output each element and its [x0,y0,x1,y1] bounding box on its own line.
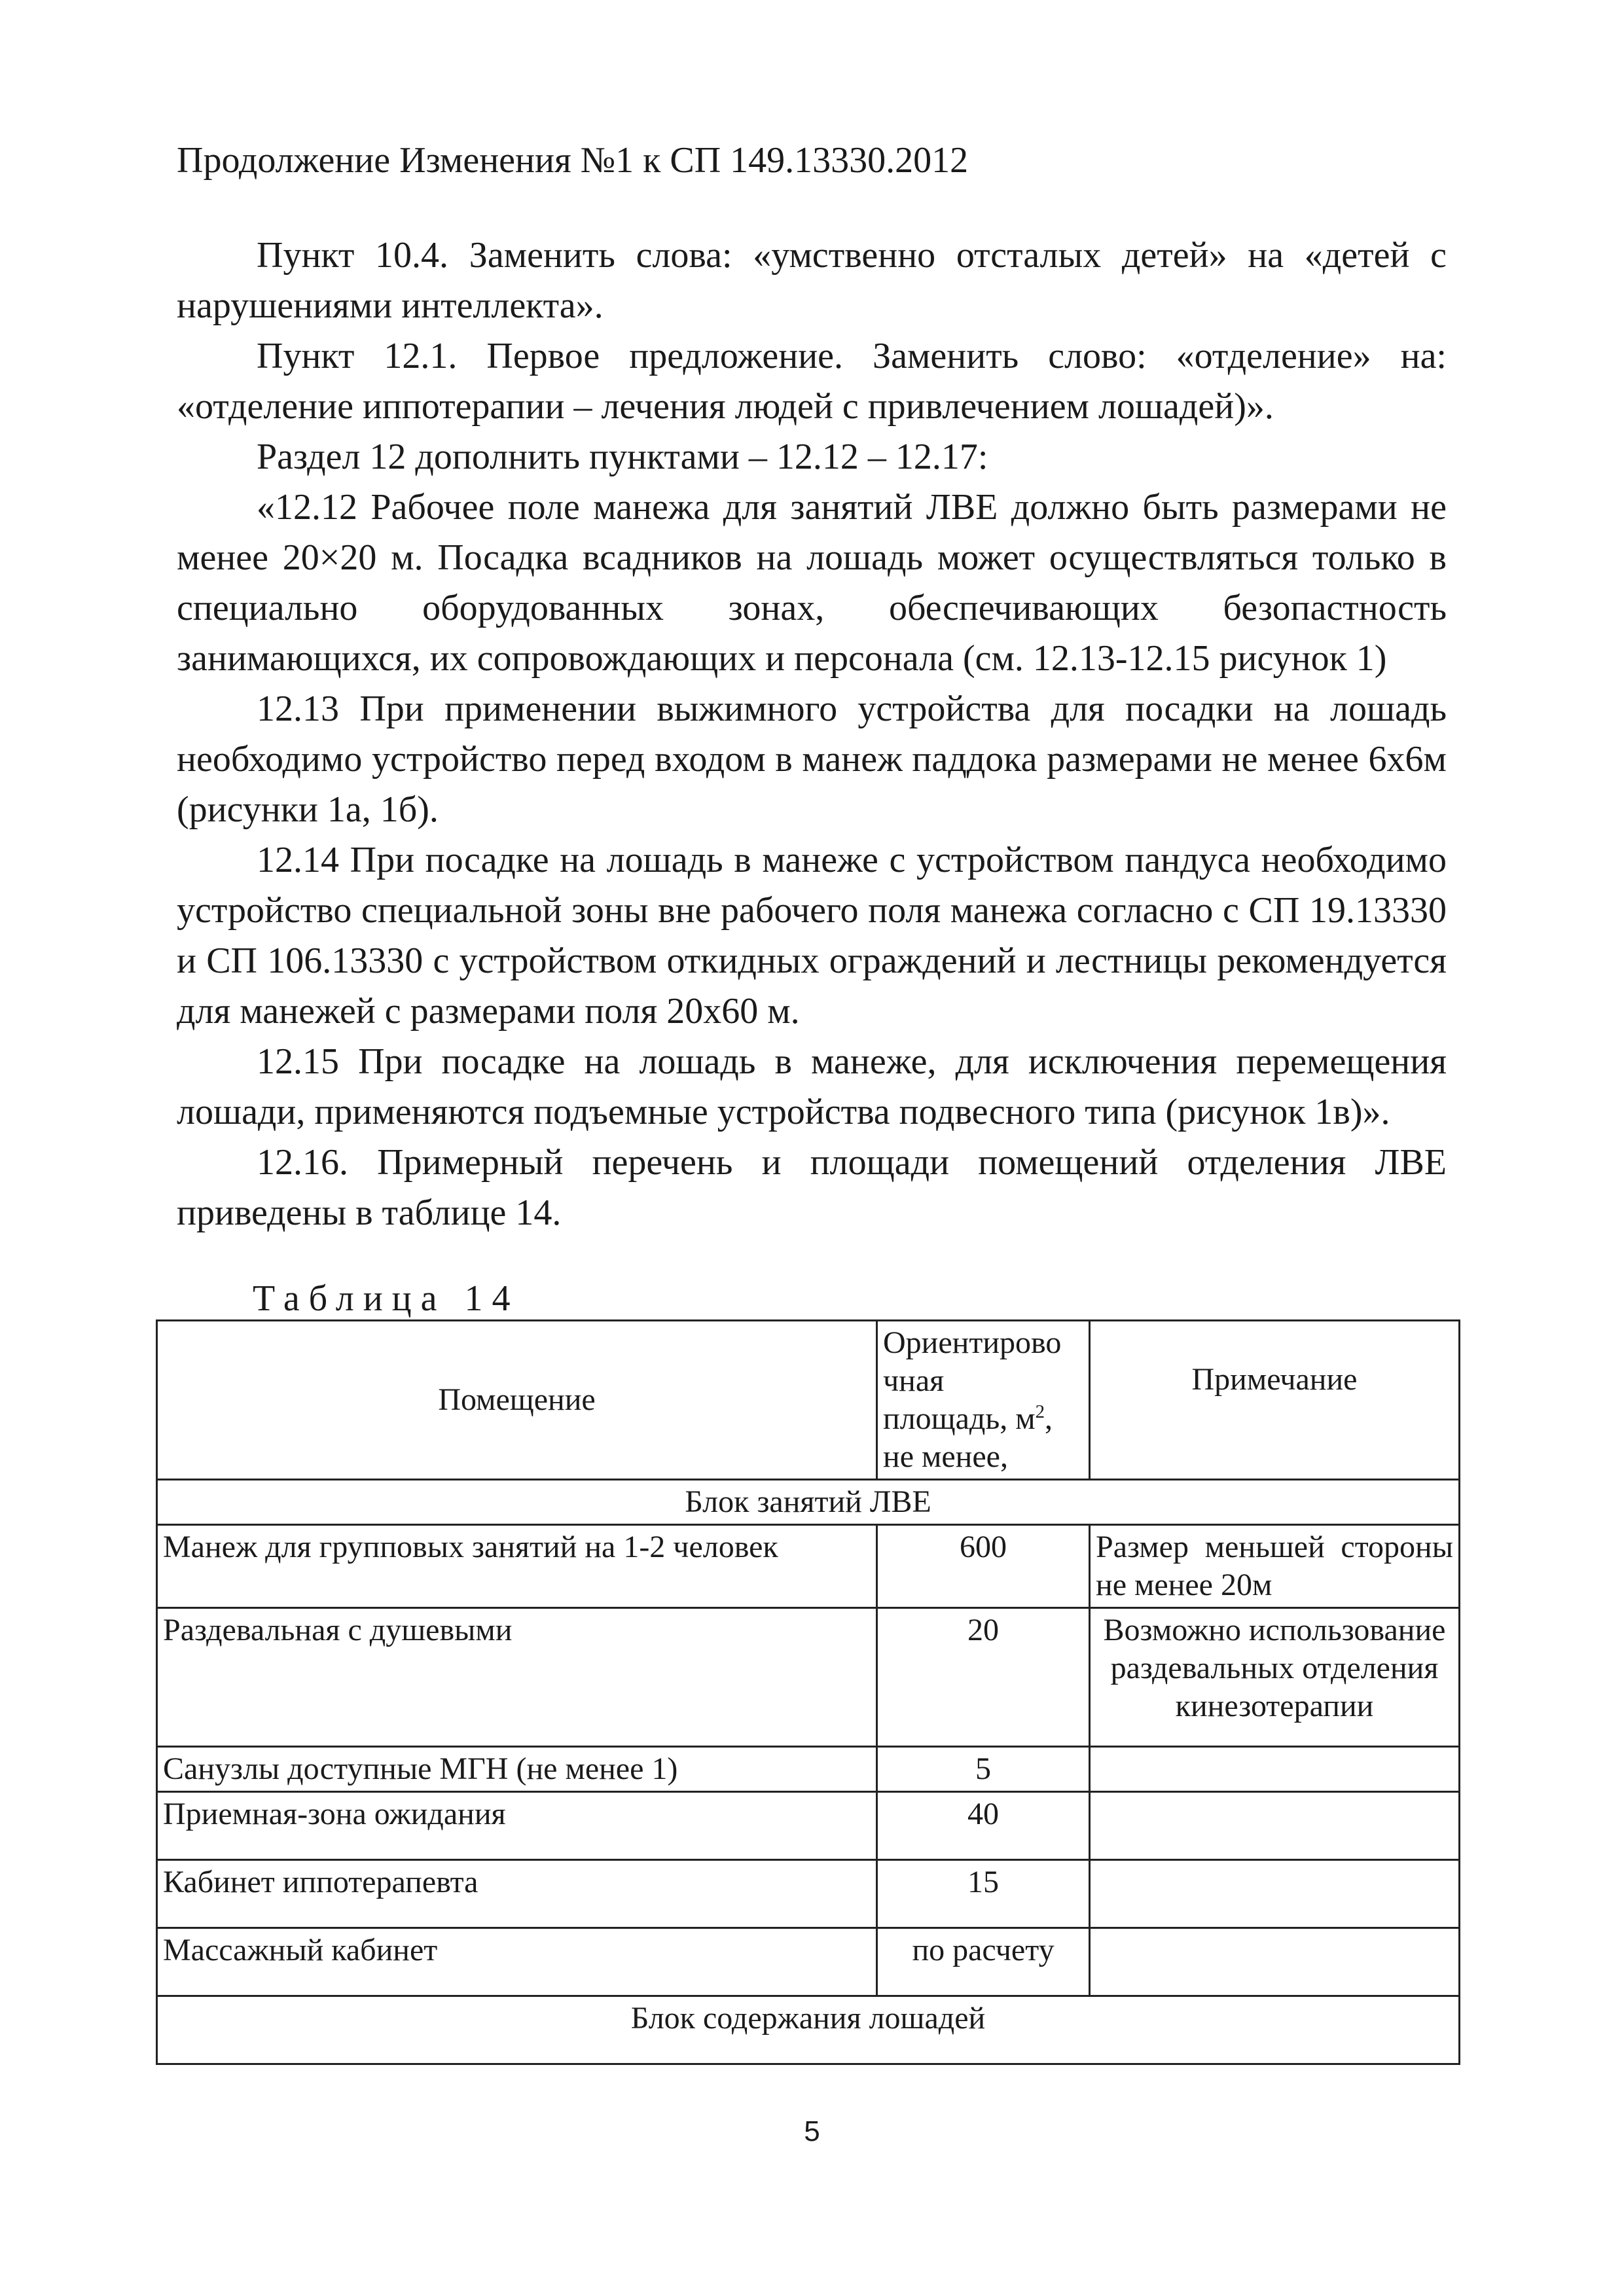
paragraph-section-12: Раздел 12 дополнить пунктами – 12.12 – 12.17: [257,437,988,477]
table-caption: Таблица 14 [253,1278,520,1319]
body-text [177,230,1447,1238]
paragraph-10-4: Пункт 10.4. Заменить слова: «умственно отсталых детей» на «детей с нарушениями интеллекта». [177,235,1447,326]
paragraph-12-13: 12.13 При применении выжимного устройства для посадки на лошадь необходимо устройство перед входом в манеж паддока размерами не менее 6х6м (рисунки 1а, 1б). [177,689,1447,830]
header-note [1090,1321,1460,1480]
cell-room: Манеж для групповых занятий на 1-2 человек [157,1525,877,1608]
section-row [157,1996,1460,2064]
table-row [157,1747,1460,1792]
header-area-comma: , [1045,1401,1053,1436]
header-area-line4: не менее, [883,1439,1008,1474]
cell-note [1090,1860,1460,1928]
header-area [877,1321,1090,1480]
paragraph-12-12: «12.12 Рабочее поле манежа для занятий ЛВЕ должно быть размерами не менее 20×20 м. Посадка всадников на лошадь может осуществляться только в специально оборудованных зонах, обеспечивающих безопастность занимающихся, их сопровождающих и персонала (см. 12.13-12.15 рисунок 1) [177,487,1447,679]
cell-note [1090,1792,1460,1860]
paragraph-12-15: 12.15 При посадке на лошадь в манеже, для исключения перемещения лошади, применяются подъемные устройства подвесного типа (рисунок 1в)». [177,1041,1447,1132]
section-row [157,1480,1460,1525]
cell-room: Санузлы доступные МГН (не менее 1) [157,1747,877,1792]
cell-area: 40 [877,1792,1090,1860]
cell-room: Массажный кабинет [157,1928,877,1996]
cell-note [1090,1928,1460,1996]
cell-area: 15 [877,1860,1090,1928]
cell-area: 5 [877,1747,1090,1792]
cell-area: по расчету [877,1928,1090,1996]
table-row [157,1525,1460,1608]
table-row [157,1608,1460,1747]
section-title-horses: Блок содержания лошадей [157,1996,1460,2064]
header-area-unit: площадь, м [883,1401,1036,1436]
cell-area: 600 [877,1525,1090,1608]
paragraph-12-1: Пункт 12.1. Первое предложение. Заменить слово: «отделение» на: «отделение иппотерапии – лечения людей с привлечением лошадей)». [177,336,1447,427]
cell-note: Размер меньшей стороны не менее 20м [1090,1525,1460,1608]
cell-room: Раздевальная с душевыми [157,1608,877,1747]
table-row [157,1928,1460,1996]
paragraph-12-14: 12.14 При посадке на лошадь в манеже с устройством пандуса необходимо устройство специальной зоны вне рабочего поля манежа согласно с СП 19.13330 и СП 106.13330 с устройством откидных ограждений и лестницы рекомендуется для манежей с размерами поля 20х60 м. [177,840,1447,1031]
section-title-lve: Блок занятий ЛВЕ [157,1480,1460,1525]
cell-room: Кабинет иппотерапевта [157,1860,877,1928]
cell-note: Возможно использование раздевальных отделения кинезотерапии [1090,1608,1460,1747]
page-header: Продолжение Изменения №1 к СП 149.13330.2012 [177,140,969,181]
header-room: Помещение [157,1321,877,1480]
page-number: 5 [804,2115,820,2147]
header-note-text: Примечание [1191,1362,1358,1397]
cell-area: 20 [877,1608,1090,1747]
paragraph-12-16: 12.16. Примерный перечень и площади помещений отделения ЛВЕ приведены в таблице 14. [177,1142,1447,1233]
header-area-line1: Ориентирово [883,1325,1062,1360]
table-row [157,1860,1460,1928]
header-area-sup: 2 [1035,1401,1045,1422]
header-area-line2: чная [883,1363,945,1398]
cell-room: Приемная-зона ожидания [157,1792,877,1860]
table-14 [156,1319,1460,2065]
table-header-row [157,1321,1460,1480]
header-area-line3 [883,1400,1083,1438]
table-row [157,1792,1460,1860]
cell-note [1090,1747,1460,1792]
